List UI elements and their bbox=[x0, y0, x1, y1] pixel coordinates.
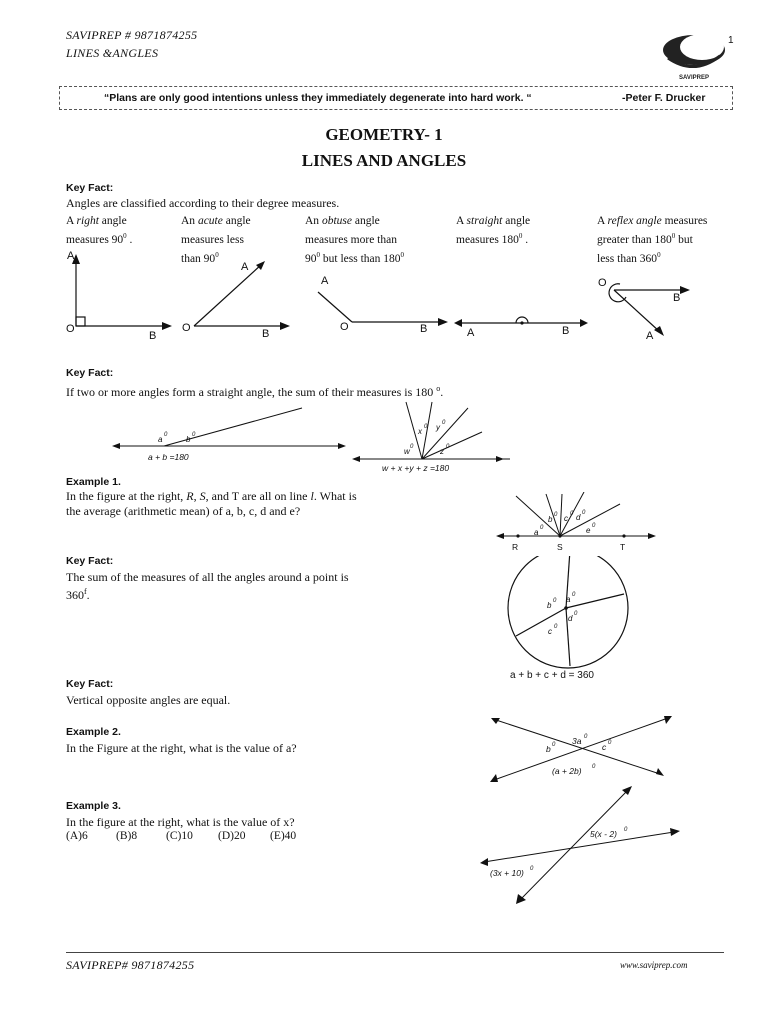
angle-type-right: A right angle measures $90^0$ . bbox=[66, 215, 133, 246]
example-1-line-1: In the figure at the right, R, S, and T are all on line l. What is bbox=[66, 489, 357, 503]
quote-box bbox=[59, 86, 733, 110]
choice-e[interactable]: (E)40 bbox=[270, 830, 297, 842]
angle-label: a bbox=[566, 595, 571, 604]
arrow-icon bbox=[438, 318, 448, 326]
choice-d[interactable]: (D)20 bbox=[218, 830, 246, 842]
angle-label: e bbox=[586, 526, 591, 535]
angle-type-acute: An acute angle measures less than $90^0$ bbox=[181, 215, 251, 265]
arrow-icon bbox=[496, 456, 504, 462]
degree-mark: 0 bbox=[582, 510, 586, 516]
point-label: S bbox=[557, 542, 563, 552]
angle-label: c bbox=[548, 627, 552, 636]
angle-label: 5(x - 2) bbox=[590, 829, 617, 839]
label-o: O bbox=[340, 321, 349, 333]
reflex-ray-a bbox=[614, 290, 660, 332]
label-b: B bbox=[149, 330, 157, 342]
degree-mark: 0 bbox=[608, 740, 612, 746]
page-subtitle: LINES AND ANGLES bbox=[301, 151, 467, 170]
label-o: O bbox=[66, 323, 75, 335]
degree-mark: 0 bbox=[192, 432, 196, 438]
choice-c[interactable]: (C)10 bbox=[166, 830, 193, 842]
footer-divider bbox=[66, 952, 724, 953]
angle-diagrams bbox=[0, 238, 768, 348]
arrow-icon bbox=[480, 858, 488, 866]
angle-label: c bbox=[564, 514, 568, 523]
obtuse-ray-a bbox=[318, 292, 352, 322]
arrow-icon bbox=[162, 322, 172, 330]
degree-mark: 0 bbox=[554, 512, 558, 518]
point-label: T bbox=[620, 542, 626, 552]
degree-mark: 0 bbox=[540, 525, 544, 531]
vertex-dot bbox=[520, 321, 523, 324]
degree-mark: 0 bbox=[552, 742, 556, 748]
label-a: A bbox=[467, 327, 475, 339]
key-fact-text-2: If two or more angles form a straight angle, the sum of their measures is 180 $^o$. bbox=[66, 384, 444, 399]
label-a: A bbox=[241, 261, 249, 273]
degree-mark: 0 bbox=[572, 592, 576, 598]
label-b: B bbox=[262, 328, 270, 340]
arrow-icon bbox=[280, 322, 290, 330]
key-fact-text-3: The sum of the measures of all the angles around a point is bbox=[66, 570, 349, 584]
angle-type-obtuse: An obtuse angle measures more than $90^0$ but less than $180^0$ bbox=[305, 215, 404, 265]
header-line-1: SAVIPREP # 9871874255 bbox=[66, 28, 198, 42]
degree-mark: 0 bbox=[553, 598, 557, 604]
angle-label: a bbox=[534, 528, 539, 537]
angle-label: b bbox=[547, 601, 552, 610]
quote-text: “Plans are only good intentions unless they immediately degenerate into hard work. “ bbox=[104, 92, 532, 104]
label-b: B bbox=[562, 325, 570, 337]
example-2-label: Example 2. bbox=[66, 726, 121, 738]
arrow-icon bbox=[580, 319, 588, 327]
key-fact-text-4: Vertical opposite angles are equal. bbox=[66, 693, 231, 707]
arrow-icon bbox=[656, 768, 664, 776]
example-3-label: Example 3. bbox=[66, 800, 121, 812]
center-point bbox=[564, 606, 568, 610]
label-a: A bbox=[67, 250, 75, 262]
degree-mark: 0 bbox=[554, 624, 558, 630]
angle-label: w bbox=[404, 447, 410, 456]
angle-label: c bbox=[602, 742, 607, 752]
degree-mark: 0 bbox=[442, 420, 446, 426]
example-2-text: In the Figure at the right, what is the value of a? bbox=[66, 741, 297, 755]
angle-type-reflex-angle: A reflex angle measures greater than $180^0$ but less than $360^0$ bbox=[597, 215, 708, 265]
arrow-icon bbox=[648, 533, 656, 539]
point-label: R bbox=[512, 542, 519, 552]
degree-mark: 0 bbox=[624, 827, 628, 833]
circle-figure bbox=[500, 556, 640, 680]
header-line-2: LINES &ANGLES bbox=[66, 46, 159, 60]
angle-type-straight: A straight angle measures $180^0$ . bbox=[456, 215, 531, 246]
key-fact-label-3: Key Fact: bbox=[66, 555, 114, 567]
angle-label: x bbox=[418, 427, 422, 436]
arrow-icon bbox=[352, 456, 360, 462]
arrow-icon bbox=[496, 533, 504, 539]
key-fact-text-3b: 360$^f$. bbox=[66, 587, 90, 602]
key-fact-label-1: Key Fact: bbox=[66, 182, 114, 194]
angle-label: 3a bbox=[572, 736, 582, 746]
label-b: B bbox=[420, 323, 428, 335]
angle-label: b bbox=[186, 435, 191, 444]
point-t bbox=[622, 534, 625, 537]
degree-mark: 0 bbox=[592, 764, 596, 770]
label-b: B bbox=[673, 292, 681, 304]
degree-mark: 0 bbox=[446, 444, 450, 450]
angle-label: (3x + 10) bbox=[490, 868, 524, 878]
example-1-line-2: the average (arithmetic mean) of a, b, c, d and e? bbox=[66, 504, 301, 518]
example-1-figure bbox=[496, 492, 666, 554]
logo-text: SAVIPREP bbox=[679, 75, 709, 81]
point-s bbox=[558, 534, 561, 537]
point-r bbox=[516, 534, 519, 537]
page-title: GEOMETRY- 1 bbox=[325, 125, 443, 144]
degree-mark: 0 bbox=[530, 866, 534, 872]
label-o: O bbox=[598, 277, 607, 289]
figure-caption: w + x +y + z =180 bbox=[382, 463, 450, 473]
example-1-label: Example 1. bbox=[66, 476, 121, 488]
arrow-icon bbox=[112, 443, 120, 449]
arrow-icon bbox=[622, 786, 632, 795]
straight-angle-figures bbox=[110, 398, 510, 476]
footer-left: SAVIPREP# 9871874255 bbox=[66, 958, 195, 972]
acute-ray-a bbox=[194, 264, 262, 326]
arrow-icon bbox=[490, 774, 498, 782]
angle-label: a bbox=[158, 435, 163, 444]
angle-label: (a + 2b) bbox=[552, 766, 582, 776]
choice-a[interactable]: (A)6 bbox=[66, 830, 88, 842]
degree-mark: 0 bbox=[424, 424, 428, 430]
label-a: A bbox=[646, 330, 654, 342]
degree-mark: 0 bbox=[584, 734, 588, 740]
degree-mark: 0 bbox=[570, 511, 574, 517]
arrow-icon bbox=[670, 828, 680, 836]
figure-caption: a + b =180 bbox=[148, 452, 189, 462]
logo bbox=[660, 28, 728, 82]
page-number: 1 bbox=[728, 35, 734, 46]
label-a: A bbox=[321, 275, 329, 287]
arrow-icon bbox=[338, 443, 346, 449]
degree-mark: 0 bbox=[410, 444, 414, 450]
right-angle-mark bbox=[76, 317, 85, 326]
angle-label: b bbox=[548, 515, 553, 524]
key-fact-text-1: Angles are classified according to their degree measures. bbox=[66, 196, 340, 210]
degree-mark: 0 bbox=[574, 611, 578, 617]
angle-label: b bbox=[546, 744, 551, 754]
arrow-icon bbox=[454, 319, 462, 327]
logo-icon bbox=[660, 28, 728, 82]
example-2-figure bbox=[488, 712, 672, 788]
angle-label: y bbox=[436, 423, 440, 432]
figure-caption: a + b + c + d = 360 bbox=[510, 670, 594, 680]
degree-mark: 0 bbox=[164, 432, 168, 438]
angle-label: d bbox=[568, 614, 573, 623]
example-3-text: In the figure at the right, what is the value of x? bbox=[66, 815, 295, 829]
quote-author: -Peter F. Drucker bbox=[622, 92, 706, 104]
choice-b[interactable]: (B)8 bbox=[116, 830, 138, 842]
angle-label: z bbox=[440, 447, 444, 456]
arrow-icon bbox=[664, 716, 672, 724]
footer-website[interactable]: www.saviprep.com bbox=[620, 960, 688, 970]
label-o: O bbox=[182, 322, 191, 334]
key-fact-label-2: Key Fact: bbox=[66, 367, 114, 379]
angle-label: d bbox=[576, 513, 581, 522]
key-fact-label-4: Key Fact: bbox=[66, 678, 114, 690]
example-3-figure bbox=[478, 782, 684, 904]
arrow-icon bbox=[680, 286, 690, 294]
degree-mark: 0 bbox=[592, 523, 596, 529]
